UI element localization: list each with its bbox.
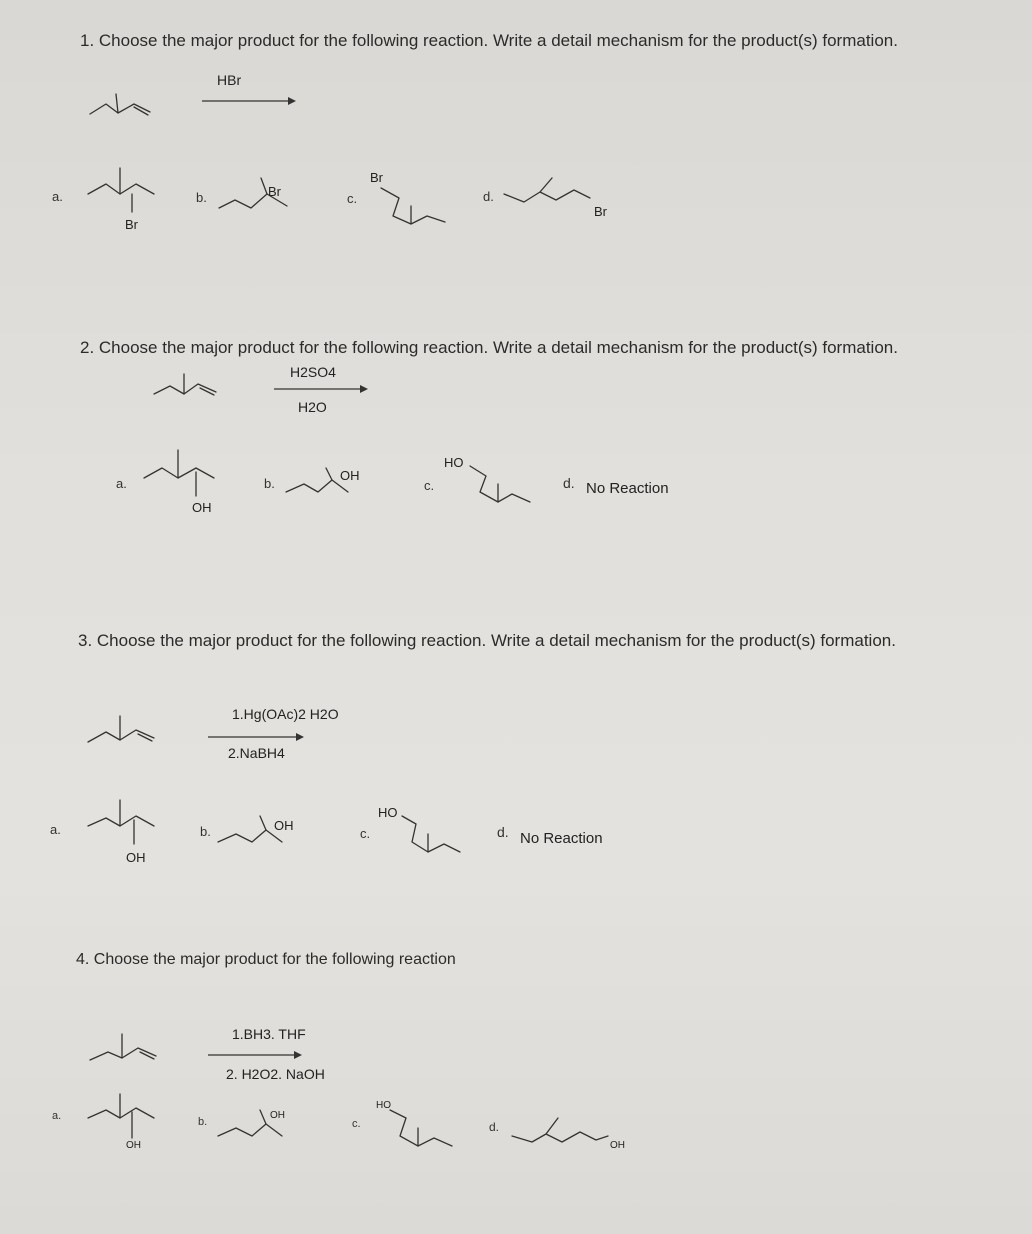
q4-choice-b-structure xyxy=(214,1104,304,1144)
q3-reactant-alkene xyxy=(84,708,169,748)
q4-choice-c-structure xyxy=(370,1104,465,1154)
q1-choice-c-letter: c. xyxy=(347,191,358,206)
q4-choice-a-letter: a. xyxy=(52,1110,62,1122)
q4-reagent-bottom: 2. H2O2. NaOH xyxy=(226,1066,325,1082)
q1-reaction-arrow xyxy=(200,96,300,106)
q2-choice-a-letter: a. xyxy=(116,476,127,491)
q3-choice-d-text: No Reaction xyxy=(520,830,603,847)
q4-choice-a-structure xyxy=(84,1086,174,1146)
q4-choice-d-letter: d. xyxy=(489,1120,500,1134)
q4-reaction-arrow xyxy=(206,1050,316,1060)
q1-choice-b-letter: b. xyxy=(196,190,207,205)
q2-reaction-arrow xyxy=(272,384,372,394)
q1-choice-c-structure xyxy=(365,180,455,230)
q3-reagent-bottom: 2.NaBH4 xyxy=(228,745,285,761)
q4-choice-d-structure xyxy=(508,1108,618,1148)
q3-choice-c-group: HO xyxy=(378,805,398,820)
q3-choice-d-letter: d. xyxy=(497,824,509,840)
q1-choice-d-group: Br xyxy=(594,204,607,219)
q2-choice-a-structure xyxy=(140,444,230,504)
q4-choice-b-letter: b. xyxy=(198,1116,208,1128)
q2-choice-b-letter: b. xyxy=(264,476,275,491)
q4-choice-c-group: HO xyxy=(376,1100,391,1111)
q3-reagent-top: 1.Hg(OAc)2 H2O xyxy=(232,706,339,722)
q1-choice-a-group: Br xyxy=(125,217,138,232)
q2-choice-c-group: HO xyxy=(444,455,464,470)
q1-choice-d-letter: d. xyxy=(483,189,494,204)
q2-choice-b-group: OH xyxy=(340,468,360,483)
question-1-text: 1. Choose the major product for the following reaction. Write a detail mechanism for the product(s) formation. xyxy=(80,31,898,50)
q4-reagent-top: 1.BH3. THF xyxy=(232,1026,306,1042)
q2-choice-d-letter: d. xyxy=(563,475,575,491)
q4-choice-c-letter: c. xyxy=(352,1118,361,1130)
q2-reagent-top: H2SO4 xyxy=(290,364,336,380)
q4-choice-d-group: OH xyxy=(610,1140,625,1151)
q4-choice-b-group: OH xyxy=(270,1110,285,1121)
q3-choice-a-letter: a. xyxy=(50,822,61,837)
q2-choice-c-letter: c. xyxy=(424,478,435,493)
q3-choice-b-letter: b. xyxy=(200,824,211,839)
q1-choice-b-group: Br xyxy=(268,184,281,199)
q2-choice-d-text: No Reaction xyxy=(586,480,669,497)
question-3-text: 3. Choose the major product for the following reaction. Write a detail mechanism for the product(s) formation. xyxy=(78,631,896,650)
q3-choice-c-letter: c. xyxy=(360,826,371,841)
q3-choice-a-group: OH xyxy=(126,850,146,865)
q2-choice-a-group: OH xyxy=(192,500,212,515)
q2-reagent-bottom: H2O xyxy=(298,399,327,415)
q3-choice-a-structure xyxy=(84,792,174,852)
q2-reactant-alkene xyxy=(150,364,235,404)
q3-choice-b-group: OH xyxy=(274,818,294,833)
q1-reagent: HBr xyxy=(217,72,242,88)
q1-choice-b-structure xyxy=(215,170,300,215)
q1-choice-c-group: Br xyxy=(370,170,383,185)
q3-reaction-arrow xyxy=(206,732,316,742)
q1-choice-a-letter: a. xyxy=(52,189,63,204)
q4-reactant-alkene xyxy=(86,1026,171,1066)
question-4-text: 4. Choose the major product for the following reaction xyxy=(76,951,456,968)
q4-choice-a-group: OH xyxy=(126,1140,141,1151)
q1-choice-a-structure xyxy=(84,160,164,220)
q1-reactant-alkene xyxy=(86,86,166,126)
question-2-text: 2. Choose the major product for the following reaction. Write a detail mechanism for the product(s) formation. xyxy=(80,338,898,357)
